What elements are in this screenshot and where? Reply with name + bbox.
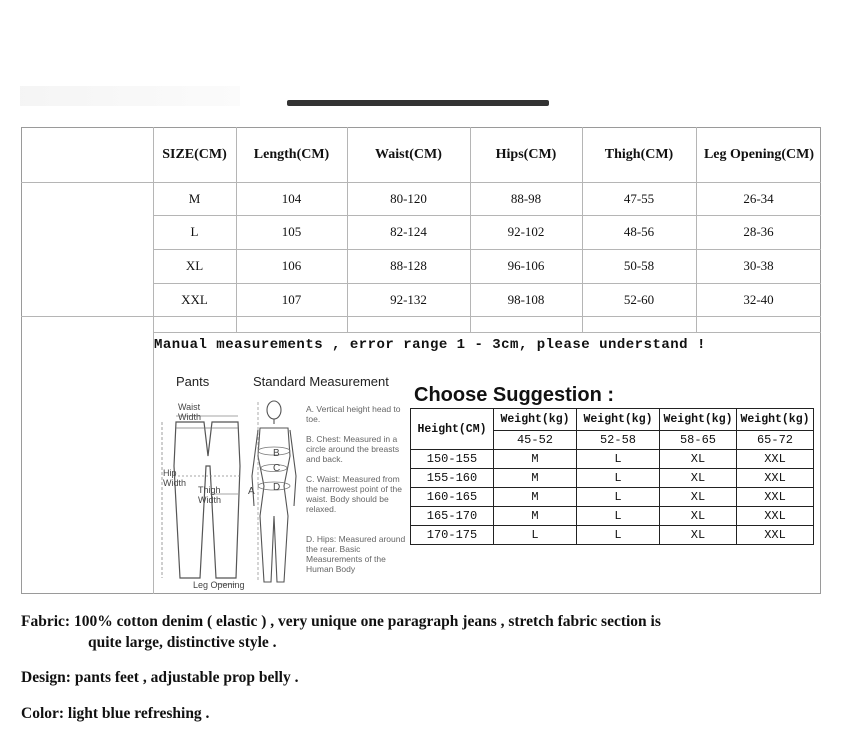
size-value: 88-128: [390, 258, 427, 273]
suggested-size: L: [577, 469, 660, 488]
header-size: SIZE(CM): [162, 146, 227, 162]
size-value: 88-98: [510, 190, 542, 206]
weight-header: Weight(kg): [660, 409, 737, 431]
hip-width-label: Hip Width: [163, 468, 187, 488]
suggestion-row: [411, 469, 814, 488]
weight-range: 65-72: [737, 430, 814, 449]
suggested-size: L: [577, 507, 660, 526]
suggestion-row: [411, 450, 814, 469]
desc-a: A. Vertical height head to toe.: [306, 404, 401, 424]
desc-c: C. Waist: Measured from the narrowest point of the waist. Body should be relaxed.: [306, 474, 402, 514]
pants-title: Pants: [176, 374, 210, 389]
fabric-text-line1: Fabric: 100% cotton denim ( elastic ) , very unique one paragraph jeans , stretch fabric section is: [21, 613, 661, 630]
size-value: 48-56: [623, 224, 655, 239]
desc-b: B. Chest: Measured in a circle around the breasts and back.: [306, 434, 400, 464]
header-waist: Waist(CM): [375, 146, 442, 162]
body-letter-d: D: [273, 482, 281, 493]
header-divider: [287, 100, 549, 106]
body-letter-b: B: [273, 448, 280, 459]
size-label: M: [188, 190, 201, 206]
height-range: 150-155: [411, 450, 494, 469]
height-range: 170-175: [411, 526, 494, 545]
size-value: 92-102: [507, 224, 545, 239]
header-thigh: Thigh(CM): [604, 146, 674, 162]
height-range: 155-160: [411, 469, 494, 488]
suggested-size: L: [577, 488, 660, 507]
weight-header: Weight(kg): [577, 409, 660, 431]
thigh-width-label: Thigh Width: [198, 485, 222, 505]
weight-range: 52-58: [577, 430, 660, 449]
suggested-size: XXL: [737, 488, 814, 507]
suggested-size: XXL: [737, 469, 814, 488]
choose-suggestion-title: Choose Suggestion :: [414, 384, 614, 406]
size-label: XXL: [181, 291, 208, 307]
size-value: 104: [281, 190, 302, 206]
suggestion-row: [411, 507, 814, 526]
size-value: 92-132: [390, 291, 427, 307]
weight-range: 45-52: [494, 430, 577, 449]
height-header: Height(CM): [411, 409, 494, 450]
size-value: 32-40: [743, 291, 774, 307]
measurement-note: Manual measurements , error range 1 - 3cm, please understand !: [154, 337, 706, 353]
size-value: 47-55: [623, 190, 655, 206]
weight-header: Weight(kg): [737, 409, 814, 431]
size-value: 96-106: [507, 258, 545, 273]
suggested-size: M: [494, 469, 577, 488]
weight-header: Weight(kg): [494, 409, 577, 431]
suggested-size: XXL: [737, 526, 814, 545]
header-hips: Hips(CM): [495, 146, 557, 162]
leg-opening-label: Leg Opening: [193, 580, 245, 590]
suggested-size: M: [494, 488, 577, 507]
size-value: 82-124: [390, 224, 427, 239]
suggested-size: XL: [660, 469, 737, 488]
size-value: 30-38: [743, 258, 774, 273]
grid-line: [21, 316, 821, 317]
faded-header-text: [20, 86, 240, 106]
color-text: Color: light blue refreshing .: [21, 705, 210, 722]
design-text: Design: pants feet , adjustable prop belly .: [21, 669, 299, 686]
size-value: 98-108: [507, 291, 545, 307]
size-value: 26-34: [743, 190, 774, 206]
suggested-size: XL: [660, 526, 737, 545]
grid-line: [153, 332, 821, 333]
size-value: 80-120: [390, 190, 427, 206]
fabric-text-line2: quite large, distinctive style .: [88, 634, 277, 651]
suggestion-table: [410, 408, 814, 545]
height-range: 165-170: [411, 507, 494, 526]
desc-d: D. Hips: Measured around the rear. Basic Measurements of the Human Body: [306, 534, 406, 574]
size-value: 52-60: [623, 291, 655, 307]
size-value: 105: [281, 224, 302, 239]
suggested-size: M: [494, 450, 577, 469]
suggested-size: XXL: [737, 450, 814, 469]
body-letter-c: C: [273, 463, 281, 474]
size-value: 28-36: [743, 224, 774, 239]
size-label: XL: [185, 258, 204, 273]
size-value: 106: [281, 258, 302, 273]
size-label: L: [190, 224, 199, 239]
size-value: 50-58: [623, 258, 655, 273]
suggested-size: XL: [660, 507, 737, 526]
suggested-size: XL: [660, 450, 737, 469]
suggested-size: M: [494, 507, 577, 526]
suggested-size: L: [577, 450, 660, 469]
header-length: Length(CM): [253, 146, 330, 162]
suggested-size: XL: [660, 488, 737, 507]
suggested-size: L: [577, 526, 660, 545]
body-letter-a: A: [248, 486, 255, 497]
waist-width-label: Waist Width: [178, 402, 202, 422]
weight-range: 58-65: [660, 430, 737, 449]
suggested-size: L: [494, 526, 577, 545]
size-value: 107: [281, 291, 302, 307]
suggested-size: XXL: [737, 507, 814, 526]
height-range: 160-165: [411, 488, 494, 507]
suggestion-row: [411, 526, 814, 545]
standard-measurement-title: Standard Measurement: [253, 374, 389, 389]
suggestion-row: [411, 488, 814, 507]
header-leg-opening: Leg Opening(CM): [703, 146, 815, 162]
